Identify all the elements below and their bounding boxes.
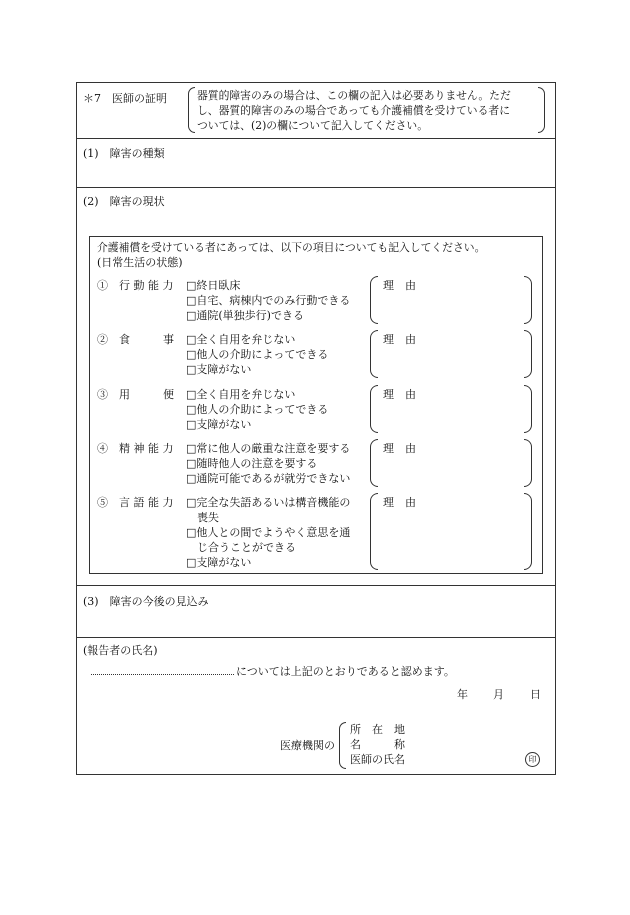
option-checkbox[interactable]: □他人の介助によってできる xyxy=(186,348,329,361)
clinic-bracket xyxy=(339,722,346,769)
seal-mark: 印 xyxy=(525,752,540,767)
group-label-mobility: ① 行 動 能 力 xyxy=(97,279,174,292)
group-label-toilet: ③ 用 便 xyxy=(97,388,174,401)
item2-label: (2) 障害の現状 xyxy=(83,195,165,208)
option-checkbox[interactable]: □終日臥床 xyxy=(186,279,241,292)
reason-label: 理 由 xyxy=(383,279,416,292)
divider xyxy=(76,187,556,188)
divider xyxy=(76,637,556,638)
date-day: 日 xyxy=(530,688,541,701)
clinic-field-name: 名 称 xyxy=(350,738,405,751)
option-checkbox[interactable]: □随時他人の注意を要する xyxy=(186,457,318,470)
note-line-1: 器質的障害のみの場合は、この欄の記入は必要ありません。ただ xyxy=(197,89,511,102)
reason-label: 理 由 xyxy=(383,496,416,509)
group-label-mental: ④ 精 神 能 力 xyxy=(97,442,174,455)
option-continuation: じ合うことができる xyxy=(186,541,296,554)
reason-label: 理 由 xyxy=(383,442,416,455)
option-checkbox[interactable]: □通院可能であるが就労できない xyxy=(186,472,351,485)
option-checkbox[interactable]: □完全な失語あるいは構音機能の xyxy=(186,496,351,509)
section7-header: ＊7 医師の証明 xyxy=(83,92,167,105)
option-continuation: 喪失 xyxy=(186,511,219,524)
care-intro: 介護補償を受けている者にあっては、以下の項目についても記入してください。 xyxy=(97,241,486,254)
care-subtitle: (日常生活の状態) xyxy=(97,256,183,269)
date-month: 月 xyxy=(493,688,504,701)
option-checkbox[interactable]: □全く自用を弁じない xyxy=(186,333,296,346)
group-label-eating: ② 食 事 xyxy=(97,333,174,346)
option-checkbox[interactable]: □自宅、病棟内でのみ行動できる xyxy=(186,294,351,307)
date-year: 年 xyxy=(457,688,468,701)
note-line-2: し、器質的障害のみの場合であっても介護補償を受けている者に xyxy=(197,104,510,117)
option-checkbox[interactable]: □全く自用を弁じない xyxy=(186,388,296,401)
group-label-speech: ⑤ 言 語 能 力 xyxy=(97,496,174,509)
reason-label: 理 由 xyxy=(383,388,416,401)
option-checkbox[interactable]: □他人の介助によってできる xyxy=(186,403,329,416)
note-line-3: ついては、(2)の欄について記入してください。 xyxy=(197,119,429,132)
clinic-label: 医療機関の xyxy=(280,739,335,752)
option-checkbox[interactable]: □支障がない xyxy=(186,418,252,431)
option-checkbox[interactable]: □他人との間でようやく意思を通 xyxy=(186,526,351,539)
item1-label: (1) 障害の種類 xyxy=(83,147,165,160)
divider xyxy=(76,585,556,586)
clinic-field-address: 所 在 地 xyxy=(350,723,405,736)
reporter-name-field[interactable] xyxy=(91,674,234,675)
certify-text: については上記のとおりであると認めます。 xyxy=(236,665,455,678)
option-checkbox[interactable]: □支障がない xyxy=(186,556,252,569)
reason-label: 理 由 xyxy=(383,333,416,346)
option-checkbox[interactable]: □通院(単独歩行)できる xyxy=(186,309,304,322)
reporter-name-label: (報告者の氏名) xyxy=(83,644,158,657)
option-checkbox[interactable]: □支障がない xyxy=(186,363,252,376)
option-checkbox[interactable]: □常に他人の厳重な注意を要する xyxy=(186,442,351,455)
divider xyxy=(76,138,556,139)
clinic-field-doctor: 医師の氏名 xyxy=(350,753,405,766)
item3-label: (3) 障害の今後の見込み xyxy=(83,595,209,608)
